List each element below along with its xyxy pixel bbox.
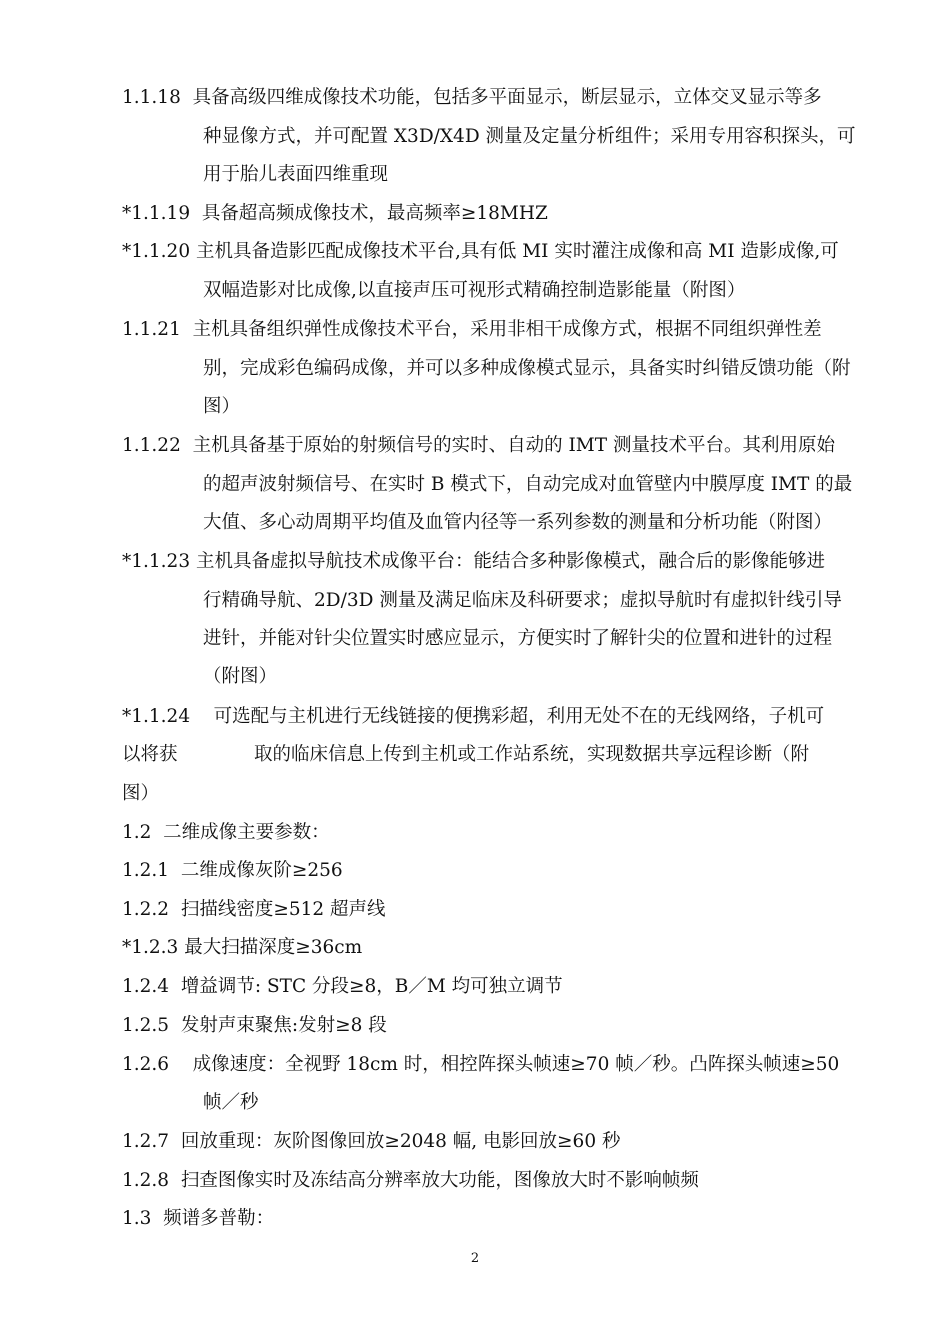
section-1-3-heading: 1.3 频谱多普勒： [122, 1208, 275, 1229]
item-1-1-18-line-3: 用于胎儿表面四维重现 [203, 164, 389, 185]
item-1-2-7: 1.2.7 回放重现：灰阶图像回放≥2048 幅, 电影回放≥60 秒 [122, 1131, 621, 1152]
item-1-1-24-line-2: 以将获 取的临床信息上传到主机或工作站系统，实现数据共享远程诊断（附 [122, 744, 809, 765]
item-1-2-4: 1.2.4 增益调节: STC 分段≥8，B／M 均可独立调节 [122, 976, 563, 997]
item-1-1-21-line-1: 1.1.21 主机具备组织弹性成像技术平台，采用非相干成像方式，根据不同组织弹性差 [122, 319, 822, 340]
item-1-1-20-line-2: 双幅造影对比成像,以直接声压可视形式精确控制造影能量（附图） [203, 280, 746, 301]
item-1-2-6-line-1: 1.2.6 成像速度：全视野 18cm 时，相控阵探头帧速≥70 帧／秒。凸阵探头帧速≥50 [122, 1054, 840, 1075]
item-1-1-23-line-3: 进针，并能对针尖位置实时感应显示，方便实时了解针尖的位置和进针的过程 [203, 628, 833, 649]
item-1-1-18-line-2: 种显像方式，并可配置 X3D/X4D 测量及定量分析组件；采用专用容积探头，可 [203, 126, 856, 147]
item-1-1-23-line-2: 行精确导航、2D/3D 测量及满足临床及科研要求；虚拟导航时有虚拟针线引导 [203, 590, 842, 611]
item-1-1-20-line-1: *1.1.20 主机具备造影匹配成像技术平台,具有低 MI 实时灌注成像和高 MI 造影成像,可 [122, 241, 839, 262]
item-1-1-23-line-4: （附图） [203, 666, 278, 687]
section-1-2-heading: 1.2 二维成像主要参数： [122, 822, 330, 843]
item-1-1-24-line-3: 图） [122, 783, 160, 804]
item-1-1-24-line-1: *1.1.24 可选配与主机进行无线链接的便携彩超，利用无处不在的无线网络，子机可 [122, 706, 825, 727]
item-1-2-3: *1.2.3 最大扫描深度≥36cm [122, 937, 363, 958]
item-1-2-2: 1.2.2 扫描线密度≥512 超声线 [122, 899, 386, 920]
item-1-2-5: 1.2.5 发射声束聚焦:发射≥8 段 [122, 1015, 387, 1036]
item-1-1-19-line-1: *1.1.19 具备超高频成像技术，最高频率≥18MHZ [122, 203, 548, 224]
item-1-1-21-line-2: 别，完成彩色编码成像，并可以多种成像模式显示，具备实时纠错反馈功能（附 [203, 358, 851, 379]
item-1-1-23-line-1: *1.1.23 主机具备虚拟导航技术成像平台：能结合多种影像模式，融合后的影像能够进 [122, 551, 825, 572]
item-1-1-22-line-2: 的超声波射频信号、在实时 B 模式下，自动完成对血管壁内中膜厚度 IMT 的最 [203, 474, 853, 495]
item-1-2-1: 1.2.1 二维成像灰阶≥256 [122, 860, 343, 881]
item-1-2-8: 1.2.8 扫查图像实时及冻结高分辨率放大功能，图像放大时不影响帧频 [122, 1170, 699, 1191]
item-1-1-22-line-3: 大值、多心动周期平均值及血管内径等一系列参数的测量和分析功能（附图） [203, 512, 833, 533]
item-1-1-21-line-3: 图） [203, 396, 241, 417]
item-1-1-18-line-1: 1.1.18 具备高级四维成像技术功能，包括多平面显示，断层显示，立体交叉显示等多 [122, 87, 822, 108]
item-1-1-22-line-1: 1.1.22 主机具备基于原始的射频信号的实时、自动的 IMT 测量技术平台。其利用原始 [122, 435, 835, 456]
item-1-2-6-line-2: 帧／秒 [203, 1092, 259, 1113]
page-number: 2 [470, 1251, 480, 1266]
